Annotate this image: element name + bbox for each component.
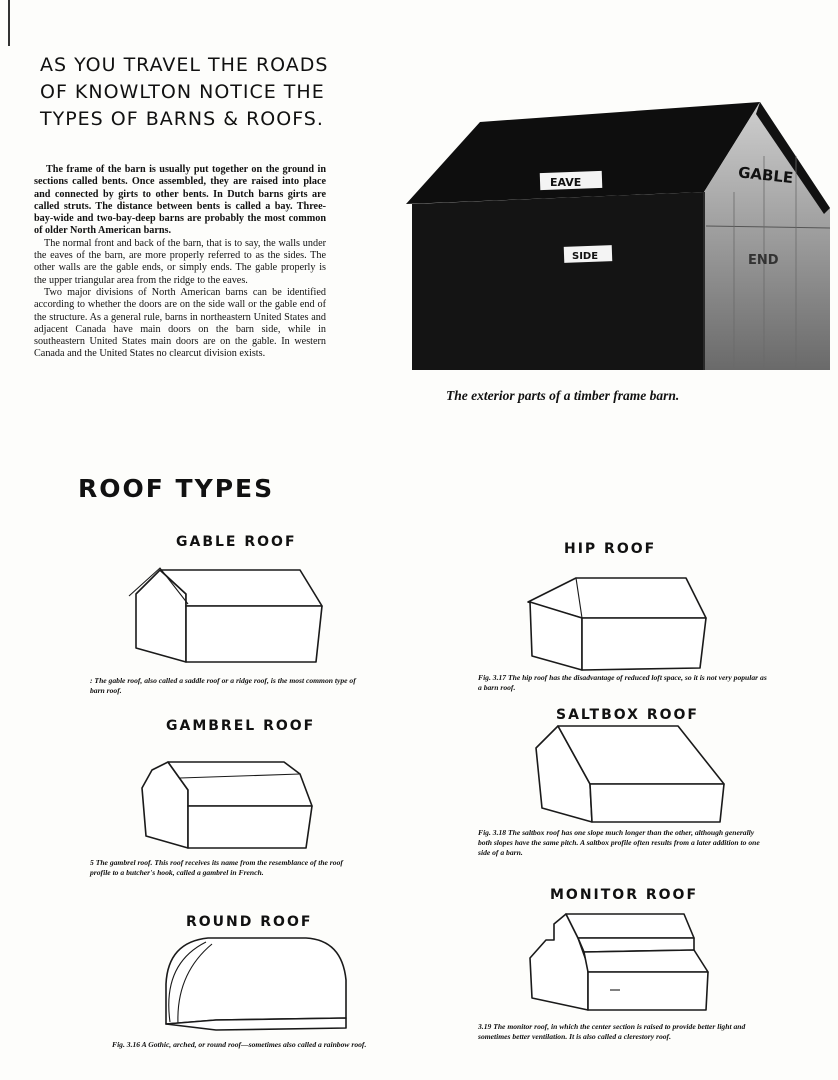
margin-mark: [8, 0, 10, 46]
hip-roof-label: HIP ROOF: [564, 541, 657, 557]
saltbox-roof-label: SALTBOX ROOF: [556, 707, 699, 723]
monitor-roof-drawing: [524, 910, 714, 1014]
round-roof-caption: Fig. 3.16 A Gothic, arched, or round roof—sometimes also called a rainbow roof.: [112, 1040, 367, 1049]
barn-photo: [404, 96, 830, 370]
gable-roof-caption: : The gable roof, also called a saddle roof or a ridge roof, is the most common type of barn roof.: [90, 676, 356, 695]
round-roof-label: ROUND ROOF: [186, 914, 313, 930]
paragraph-1: The frame of the barn is usually put together on the ground in sections called bents. Once assembled, they are raised into place and connected by girts to other bents. In Dutch barns girts are called struts. The distance between bents is called a bay. Three-bay-wide and two-bay-deep barns are probably the most common of older North American barns.: [34, 164, 326, 237]
monitor-roof-caption: 3.19 The monitor roof, in which the center section is raised to provide better light and sometimes better ventilation. It is also called a clerestory roof.: [478, 1022, 746, 1041]
roof-types-title: ROOF TYPES: [78, 474, 275, 503]
barn-frame-text: [34, 164, 326, 361]
hip-roof-drawing: [524, 572, 714, 672]
barn-side-wall: [412, 192, 704, 370]
gable-roof-label: GABLE ROOF: [176, 534, 297, 550]
handwritten-heading: [40, 52, 370, 133]
paragraph-3: Two major divisions of North American barns can be identified according to whether the doors are on the side wall or the gable end of the structure. As a general rule, barns in northeastern United States and adjacent Canada have main doors on the barn side, while in southeastern United States main doors are on the gable. In western Canada and the United States no clearcut division exists.: [34, 286, 326, 360]
photo-caption: The exterior parts of a timber frame barn.: [446, 388, 680, 403]
end-label: END: [748, 253, 779, 268]
gable-label: GABLE: [737, 163, 795, 188]
saltbox-roof-drawing: [528, 722, 728, 824]
saltbox-roof-caption: Fig. 3.18 The saltbox roof has one slope much longer than the other, although generally both slopes have the same pitch. A saltbox profile often results from a later addition to one side of a barn.: [478, 828, 760, 857]
gambrel-roof-caption: 5 The gambrel roof. This roof receives its name from the resemblance of the roof profile to a butcher's hook, called a gambrel in French.: [90, 858, 343, 877]
eave-label: EAVE: [550, 176, 582, 189]
heading-line-2: OF KNOWLTON NOTICE THE: [40, 81, 325, 103]
round-roof-drawing: [156, 934, 352, 1034]
paragraph-2: The normal front and back of the barn, that is to say, the walls under the eaves of the barn, are more properly referred to as the sides. The other walls are the gable ends, or simply ends. The gable properly is the upper triangular area from the ridge to the eaves.: [34, 237, 326, 286]
gable-roof-drawing: [124, 564, 328, 664]
heading-line-1: AS YOU TRAVEL THE ROADS: [40, 54, 329, 76]
hip-roof-caption: Fig. 3.17 The hip roof has the disadvantage of reduced loft space, so it is not very popular as a barn roof.: [478, 673, 767, 692]
heading-line-3: TYPES OF BARNS & ROOFS.: [40, 108, 324, 130]
monitor-roof-label: MONITOR ROOF: [550, 887, 699, 903]
side-label: SIDE: [572, 251, 599, 262]
gambrel-roof-drawing: [134, 756, 316, 852]
gambrel-roof-label: GAMBREL ROOF: [166, 718, 316, 734]
